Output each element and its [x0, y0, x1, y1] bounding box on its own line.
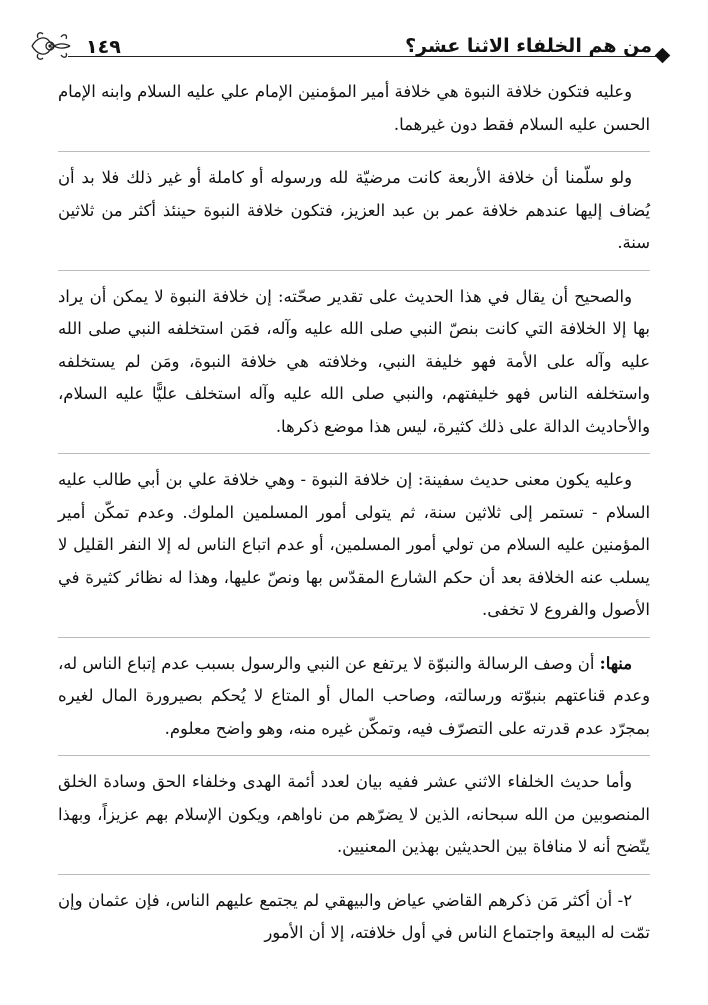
- paragraph-divider: [58, 874, 650, 875]
- paragraph: وأما حديث الخلفاء الاثني عشر ففيه بيان لعدد أئمة الهدى وخلفاء الحق وسادة الخلق المنصوبين من الله سبحانه، الذين لا يضرّهم من ناواهم، ويكون الإسلام بهم عزيزاً، وبهذا يتّضح أنه لا منافاة بين الحديثين بهذين المعنيين.: [58, 772, 650, 856]
- paragraph-divider: [58, 270, 650, 271]
- chapter-title: من هم الخلفاء الاثنا عشر؟: [405, 35, 652, 57]
- diamond-bullet-icon: [655, 48, 671, 64]
- ornament-icon: [28, 28, 74, 64]
- paragraph: والصحيح أن يقال في هذا الحديث على تقدير صحّته: إن خلافة النبوة لا يمكن أن يراد بها إلا الخلافة التي كانت بنصّ النبي صلى الله عليه وآله، فمَن استخلفه النبي صلى الله عليه وآله على الأمة فهو خليفة النبي، وخلافته هي خلافة النبوة، ومَن لم يستخلفه واستخلفه الناس فهو خليفتهم، والنبي صلى الله عليه وآله استخلف عليًّا عليه السلام، والأحاديث الدالة على ذلك كثيرة، ليس هذا موضع ذكرها.: [58, 286, 650, 436]
- running-header: [28, 26, 678, 62]
- paragraph: ولو سلّمنا أن خلافة الأربعة كانت مرضيّة لله ورسوله أو كاملة أو غير ذلك فلا بد أن يُضاف إليها عندهم خلافة عمر بن عبد العزيز، فتكون خلافة النبوة حينئذ أكثر من ثلاثين سنة.: [58, 168, 650, 252]
- paragraph-divider: [58, 755, 650, 756]
- paragraph-divider: [58, 453, 650, 454]
- paragraph-divider: [58, 637, 650, 638]
- paragraph-body: أن وصف الرسالة والنبوّة لا يرتفع عن النبي والرسول بسبب عدم إتباع الناس له، وعدم قناعتهم بنبوّته ورسالته، وصاحب المال أو المتاع لا يُحكم بصيرورة المال لغيره بمجرّد عدم قدرته على التصرّف فيه، وتمكّن غيره منه، وهو واضح معلوم.: [58, 653, 650, 738]
- paragraph: وعليه فتكون خلافة النبوة هي خلافة أمير المؤمنين الإمام علي عليه السلام وابنه الإمام الحسن عليه السلام فقط دون غيرهما.: [58, 82, 650, 134]
- body-text: [58, 76, 650, 960]
- page-number: ١٤٩: [86, 36, 121, 58]
- paragraph: وعليه يكون معنى حديث سفينة: إن خلافة النبوة - وهي خلافة علي بن أبي طالب عليه السلام - تستمر إلى ثلاثين سنة، ثم يتولى أمور المسلمين الملوك. وعدم تمكّن أمير المؤمنين عليه السلام من تولي أمور المسلمين، أو عدم اتباع الناس له إلا النفر القليل لا يسلب عنه الخلافة بعد أن حكم الشارع المقدّس بها ونصّ عليها، وهذا له نظائر كثيرة في الأصول والفروع لا تخفى.: [58, 470, 650, 619]
- paragraph-divider: [58, 151, 650, 152]
- paragraph: [58, 648, 650, 746]
- paragraph: ٢- أن أكثر مَن ذكرهم القاضي عياض والبيهقي لم يجتمع عليهم الناس، فإن عثمان وإن تمّت له البيعة واجتماع الناس في أول خلافته، إلا أن الأمور: [58, 890, 650, 942]
- paragraph-lead: منها:: [599, 653, 632, 673]
